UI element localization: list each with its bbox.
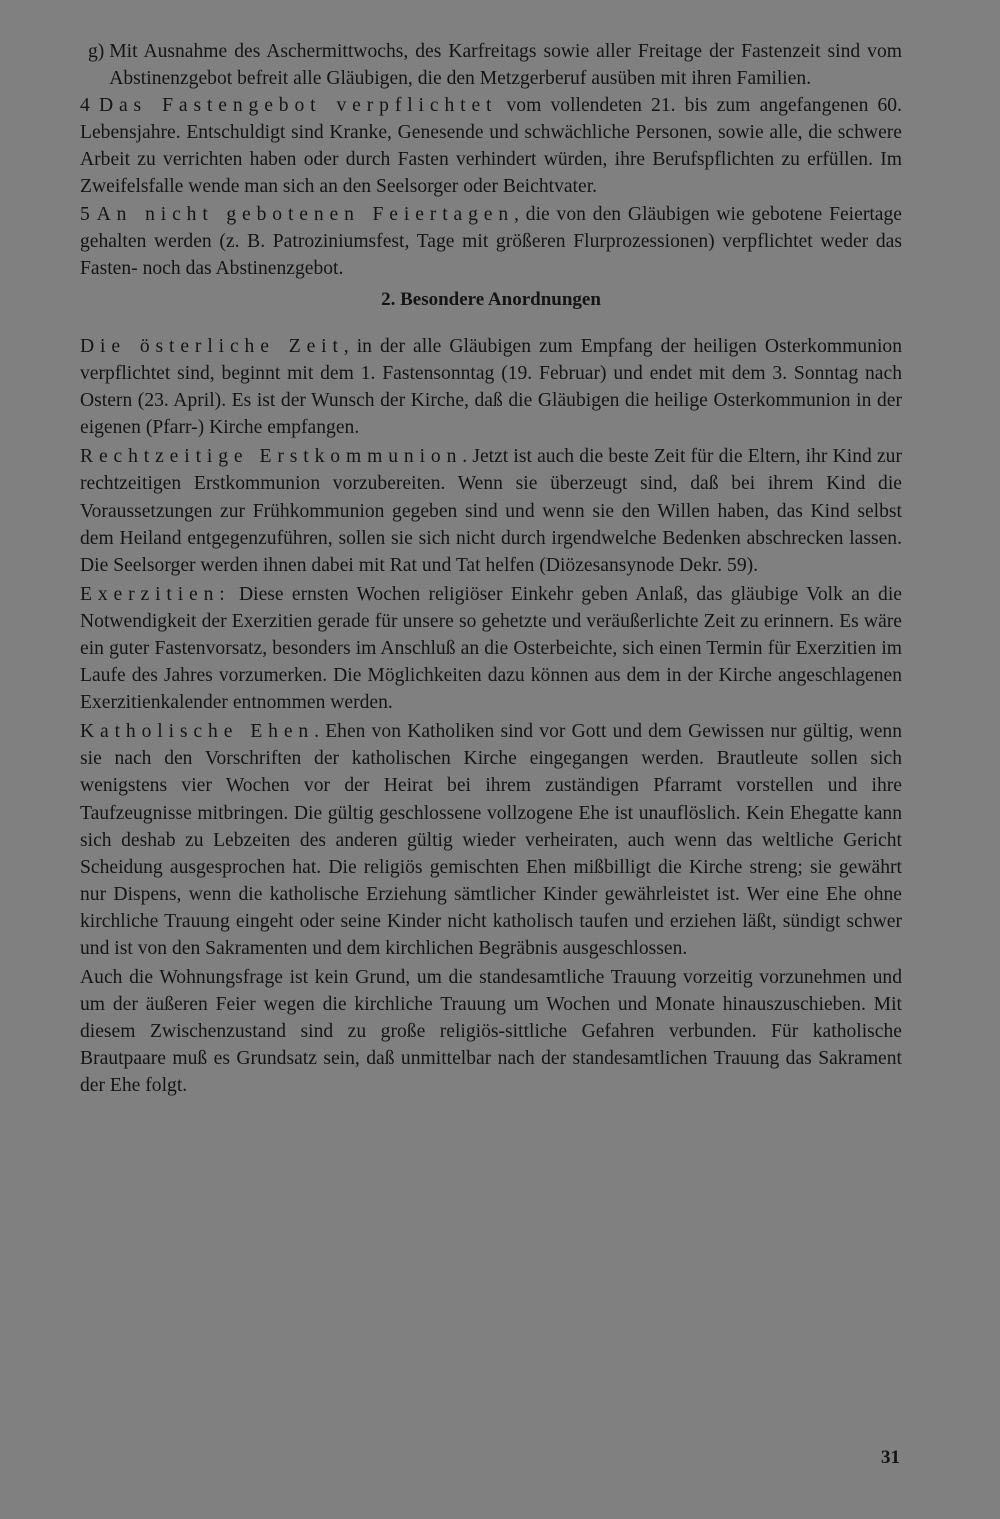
- emphasized-term: Rechtzeitige Erstkommunion: [80, 446, 463, 468]
- list-item-label: 4: [80, 95, 99, 117]
- paragraph-text: , in der alle Gläubigen zum Empfang der heiligen Osterkommunion verpflichtet sind, beginnt mit dem 1. Fastensonntag (19. Februar) und endet mit dem 3. Sonntag nach Ostern (23. April). Es ist der Wunsch der Kirche, daß die Gläubigen die heilige Osterkommunion in der eigenen (Pfarr-) Kirche empfangen.: [80, 335, 902, 439]
- emphasized-term: Das Fastengebot verpflichtet: [98, 95, 498, 117]
- emphasized-term: Katholische Ehen: [80, 721, 315, 743]
- page-number: 31: [881, 1447, 900, 1468]
- list-item-text: vom vollendeten 21. bis zum angefangenen 60. Lebensjahre. Entschuldigt sind Kranke, Genesende und schwächliche Personen, sowie alle, die schwere Arbeit zu verrichten haben oder durch Fasten verhindert würden, ihre Berufspflichten zu erfüllen. Im Zweifelsfalle wende man sich an den Seelsorger oder Beichtvater.: [80, 95, 903, 198]
- paragraph-erstkommunion: [80, 443, 902, 578]
- paragraph-text: . Jetzt ist auch die beste Zeit für die Eltern, ihr Kind zur rechtzeitigen Erstkommunion vorzubereiten. Wenn sie überzeugt sind, daß bei ihrem Kind die Voraussetzungen zur Frühkommunion gegeben sind und wenn sie den Willen haben, das Kind selbst dem Heiland entgegenzuführen, sollen sie sich nicht durch irgendwelche Bedenken abschrecken lassen. Die Seelsorger werden ihnen dabei mit Rat und Tat helfen (Diözesansynode Dekr. 59).: [80, 446, 902, 576]
- paragraph-wohnung: [80, 964, 902, 1099]
- emphasized-term: Die österliche Zeit: [80, 335, 344, 357]
- document-page: [80, 38, 902, 1100]
- paragraph-osterzeit: [80, 333, 902, 441]
- section-heading: 2. Besondere Anordnungen: [381, 288, 601, 310]
- list-item-text: , die von den Gläubigen wie gebotene Feiertage gehalten werden (z. B. Patroziniumsfest, Tage mit größeren Flurprozessionen) verpflichtet weder das Fasten- noch das Abstinenzgebot.: [80, 203, 902, 279]
- emphasized-term: Exerzitien:: [80, 583, 231, 605]
- paragraph-text: Diese ernsten Wochen religiöser Einkehr geben Anlaß, das gläubige Volk an die Notwendigkeit der Exerzitien gerade für unsere so gehetzte und veräußerlichte Zeit zu erinnern. Es wäre ein guter Fastenvorsatz, besonders im Anschluß an die Osterbeichte, sich einen Termin für Exerzitien im Laufe des Jahres vorzumerken. Die Möglichkeiten dazu können aus dem in der Kirche angeschlagenen Exerzitienkalender entnommen werden.: [80, 583, 902, 714]
- list-item-label: 5: [80, 203, 97, 225]
- list-item-text: Mit Ausnahme des Aschermittwochs, des Karfreitags sowie aller Freitage der Fastenzeit sind vom Abstinenzgebot befreit alle Gläubigen, die den Metzgerberuf ausüben mit ihren Familien.: [109, 41, 902, 90]
- emphasized-term: An nicht gebotenen Feiertagen: [96, 203, 515, 225]
- paragraph-text: . Ehen von Katholiken sind vor Gott und dem Gewissen nur gültig, wenn sie nach den Vorschriften der katholischen Kirche eingegangen werden. Brautleute sollen sich wenigstens vier Wochen vor der Heirat bei ihrem zuständigen Pfarramt vorstellen und ihre Taufzeugnisse mitbringen. Die gültig geschlossene vollzogene Ehe ist unauflöslich. Kein Ehegatte kann sich deshab zu Lebzeiten des anderen gültig wieder verheiraten, auch wenn das weltliche Gericht Scheidung ausgesprochen hat. Die religiös gemischten Ehen mißbilligt die Kirche streng; sie gewährt nur Dispens, wenn die katholische Erziehung sämtlicher Kinder gewährleistet ist. Wer eine Ehe ohne kirchliche Trauung eingeht oder seine Kinder nicht katholisch taufen und erziehen läßt, sündigt schwer und ist von den Sakramenten und dem kirchlichen Begräbnis ausgeschlossen.: [80, 721, 902, 959]
- paragraph-exerzitien: [80, 581, 902, 716]
- paragraph-ehen: [80, 718, 902, 962]
- list-item-4: [80, 92, 902, 200]
- list-item-5: [80, 201, 902, 282]
- list-item-g: [80, 38, 902, 92]
- list-item-label: g): [88, 41, 110, 62]
- paragraph-text: Auch die Wohnungsfrage ist kein Grund, um die standesamtliche Trauung vorzeitig vorzunehmen und um der äußeren Feier wegen die kirchliche Trauung um Wochen und Monate hinauszuschieben. Mit diesem Zwischenzustand sind zu große religiös-sittliche Gefahren verbunden. Für katholische Brautpaare muß es Grundsatz sein, daß unmittelbar nach der standesamtlichen Trauung das Sakrament der Ehe folgt.: [80, 967, 902, 1097]
